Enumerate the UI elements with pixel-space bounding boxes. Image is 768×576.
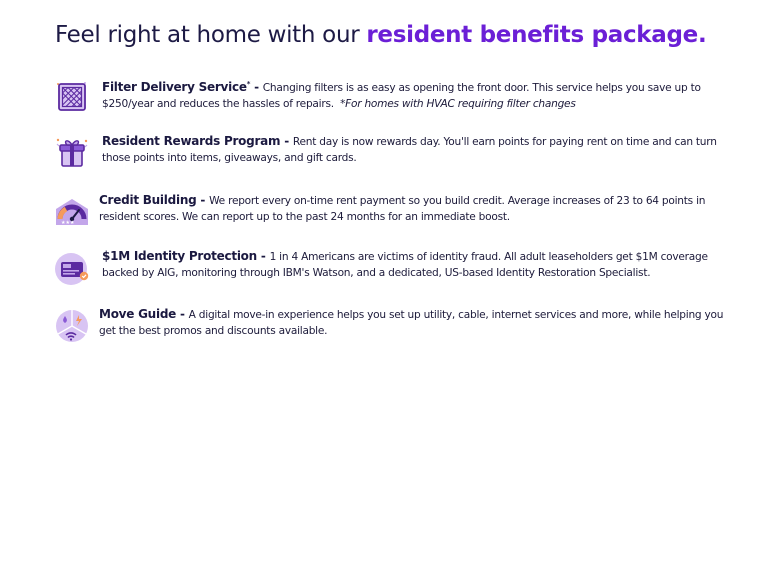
- headline-highlight: resident benefits package.: [366, 22, 707, 48]
- benefit-text: [99, 307, 729, 339]
- benefit-description: 1 in 4 Americans are victims of identity fraud. All adult leaseholders get $1M coverage backed by AIG, monitoring through IBM's Watson, and a dedicated, US-based Identity Restoration Specialist.: [102, 251, 708, 279]
- filter-icon: [54, 79, 90, 115]
- benefit-credit-building: [54, 193, 744, 233]
- benefit-title: $1M Identity Protection -: [102, 249, 270, 263]
- benefit-description: We report every on-time rent payment so you build credit. Average increases of 23 to 64 points in resident scores. We can report up to the past 24 months for an immediate boost.: [99, 195, 706, 223]
- benefit-title: Credit Building -: [99, 193, 210, 207]
- utilities-icon: [54, 308, 90, 344]
- benefit-text: [102, 134, 722, 166]
- credit-gauge-icon: [54, 195, 90, 231]
- benefit-text: [102, 249, 722, 281]
- benefit-title: Move Guide -: [99, 307, 189, 321]
- headline-text: Feel right at home with our: [55, 22, 367, 48]
- benefit-description: Changing filters is as easy as opening the front door. This service helps you save up to $250/year and reduces the hassles of repairs.: [102, 82, 701, 110]
- page-headline: [55, 22, 706, 48]
- svg-text:★★★: ★★★: [61, 220, 75, 226]
- benefit-text: [102, 77, 722, 112]
- benefit-resident-rewards: [54, 134, 744, 174]
- id-card-icon: [54, 251, 90, 287]
- benefit-text: [99, 193, 729, 225]
- benefit-move-guide: [54, 307, 744, 347]
- benefit-description: Rent day is now rewards day. You'll earn points for paying rent on time and can turn those points into items, giveaways, and gift cards.: [102, 136, 717, 164]
- benefit-title: Filter Delivery Service* -: [102, 80, 263, 94]
- benefit-identity-protection: [54, 249, 744, 289]
- benefit-filter-delivery: [54, 77, 744, 117]
- benefit-description: A digital move-in experience helps you set up utility, cable, internet services and more, while helping you get the best promos and discounts available.: [99, 309, 724, 337]
- benefit-note: *For homes with HVAC requiring filter changes: [340, 97, 576, 110]
- benefit-title: Resident Rewards Program -: [102, 134, 293, 148]
- gift-icon: [54, 134, 90, 170]
